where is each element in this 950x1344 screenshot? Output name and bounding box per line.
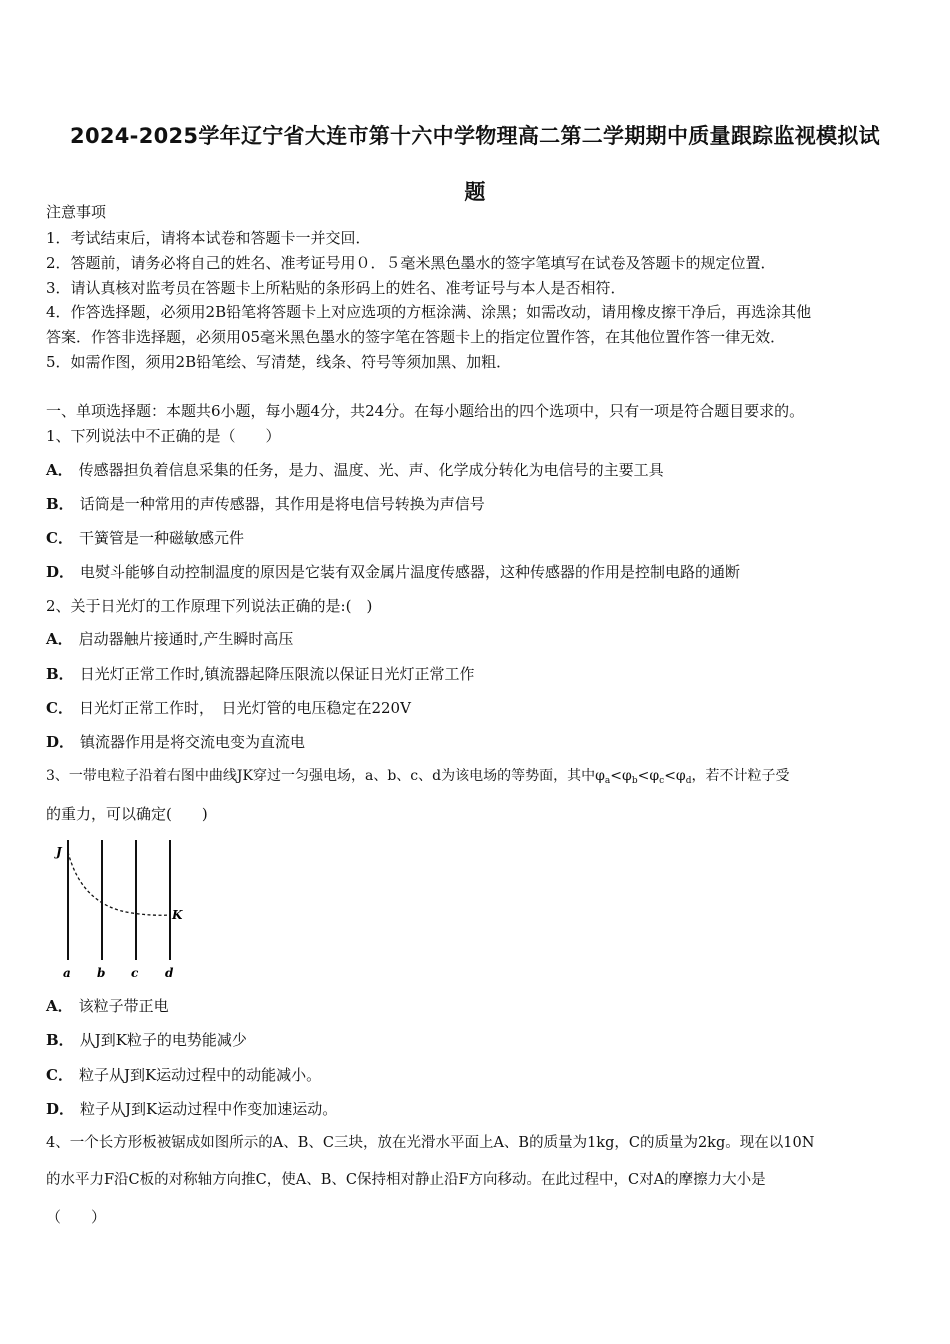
phi-c: $\varphi_c$ <box>649 768 665 786</box>
notice-item-1: 1．考试结束后，请将本试卷和答题卡一并交回． <box>46 229 371 247</box>
q1-option-d <box>46 562 740 582</box>
title-line-1: 2024-2025学年辽宁省大连市第十六中学物理高二第二学期期中质量跟踪监视模拟试 <box>70 124 880 148</box>
phi-d: $\varphi_d$ <box>675 768 692 786</box>
label-a: a <box>63 966 71 980</box>
notice-item-5: 5．如需作图，须用2B铅笔绘、写清楚，线条、符号等须加黑、加粗． <box>46 353 512 371</box>
q1-option-a <box>46 460 664 480</box>
q3-option-a <box>46 996 169 1016</box>
title-line-2: 题 <box>464 180 486 204</box>
option-letter: B． <box>46 495 74 513</box>
option-text: 启动器触片接通时,产生瞬时高压 <box>78 630 294 648</box>
option-letter: C． <box>46 1066 73 1084</box>
page-title <box>46 108 904 220</box>
option-letter: D． <box>46 563 75 581</box>
option-letter: C． <box>46 529 73 547</box>
q2-stem: 2、关于日光灯的工作原理下列说法正确的是:( ) <box>46 597 373 615</box>
q4-stem-line-1: 4、一个长方形板被锯成如图所示的A、B、C三块，放在光滑水平面上A、B的质量为1kg，C的质量为2kg。现在以10N <box>46 1135 815 1151</box>
option-text: 电熨斗能够自动控制温度的原因是它装有双金属片温度传感器，这种传感器的作用是控制电路的通断 <box>80 563 741 581</box>
label-c: c <box>131 966 139 980</box>
option-letter: A． <box>46 461 73 479</box>
option-text: 该粒子带正电 <box>78 997 169 1015</box>
notice-item-4: 4．作答选择题，必须用2B铅笔将答题卡上对应选项的方框涂满、涂黑；如需改动，请用橡皮擦干净后，再选涂其他 <box>46 303 812 321</box>
option-letter: A． <box>46 630 73 648</box>
section-heading: 一、单项选择题：本题共6小题，每小题4分，共24分。在每小题给出的四个选项中，只有一项是符合题目要求的。 <box>46 402 805 420</box>
q2-option-d <box>46 732 305 752</box>
option-letter: D． <box>46 733 75 751</box>
phi-b: $\varphi_b$ <box>622 768 638 786</box>
q1-option-b <box>46 494 485 514</box>
label-d: d <box>165 966 174 980</box>
option-letter: B． <box>46 1031 74 1049</box>
label-j: J <box>56 845 62 859</box>
notice-item-2: 2．答题前，请务必将自己的姓名、准考证号用０．５毫米黑色墨水的签字笔填写在试卷及答题卡的规定位置． <box>46 254 776 272</box>
q4-stem-line-3: （ ） <box>46 1208 107 1226</box>
q3-stem <box>46 766 790 791</box>
option-text: 粒子从J到K运动过程中的动能减小。 <box>78 1066 322 1084</box>
option-letter: D． <box>46 1100 75 1118</box>
option-text: 传感器担负着信息采集的任务，是力、温度、光、声、化学成分转化为电信号的主要工具 <box>78 461 664 479</box>
lt-sign: < <box>637 768 650 784</box>
option-text: 镇流器作用是将交流电变为直流电 <box>80 733 306 751</box>
equipotential-figure <box>52 836 192 982</box>
notice-heading: 注意事项 <box>46 203 107 221</box>
option-text: 日光灯正常工作时， 日光灯管的电压稳定在220V <box>78 699 411 717</box>
q3-stem-text: 3、一带电粒子沿着右图中曲线JK穿过一匀强电场，a、b、c、d为该电场的等势面，其中 <box>46 768 596 784</box>
option-text: 干簧管是一种磁敏感元件 <box>78 529 244 547</box>
option-text: 话筒是一种常用的声传感器，其作用是将电信号转换为声信号 <box>79 495 485 513</box>
label-b: b <box>97 966 106 980</box>
option-letter: B． <box>46 665 74 683</box>
phi-a: $\varphi_a$ <box>595 768 611 786</box>
option-letter: A． <box>46 997 73 1015</box>
label-k: K <box>172 908 183 922</box>
q4-stem-line-2: 的水平力F沿C板的对称轴方向推C，使A、B、C保持相对静止沿F方向移动。在此过程中，C对A的摩擦力大小是 <box>46 1172 766 1188</box>
notice-item-4-cont: 答案．作答非选择题，必须用05毫米黑色墨水的签字笔在答题卡上的指定位置作答，在其他位置作答一律无效． <box>46 328 786 346</box>
q2-option-a <box>46 629 293 649</box>
q3-stem-line-2: 的重力，可以确定( ) <box>46 805 208 823</box>
q2-option-b <box>46 664 474 684</box>
q3-option-b <box>46 1030 247 1050</box>
q2-option-c <box>46 698 411 718</box>
option-text: 粒子从J到K运动过程中作变加速运动。 <box>80 1100 338 1118</box>
option-text: 日光灯正常工作时,镇流器起降压限流以保证日光灯正常工作 <box>79 665 475 683</box>
option-text: 从J到K粒子的电势能减少 <box>79 1031 247 1049</box>
q3-stem-text-end: ，若不计粒子受 <box>691 768 790 784</box>
option-letter: C． <box>46 699 73 717</box>
lt-sign: < <box>610 768 623 784</box>
q1-option-c <box>46 528 244 548</box>
q3-option-c <box>46 1065 321 1085</box>
q1-stem: 1、下列说法中不正确的是（ ） <box>46 427 281 445</box>
lt-sign: < <box>664 768 676 784</box>
trajectory-curve <box>68 852 170 915</box>
q3-option-d <box>46 1099 337 1119</box>
notice-item-3: 3．请认真核对监考员在答题卡上所粘贴的条形码上的姓名、准考证号与本人是否相符． <box>46 279 626 297</box>
